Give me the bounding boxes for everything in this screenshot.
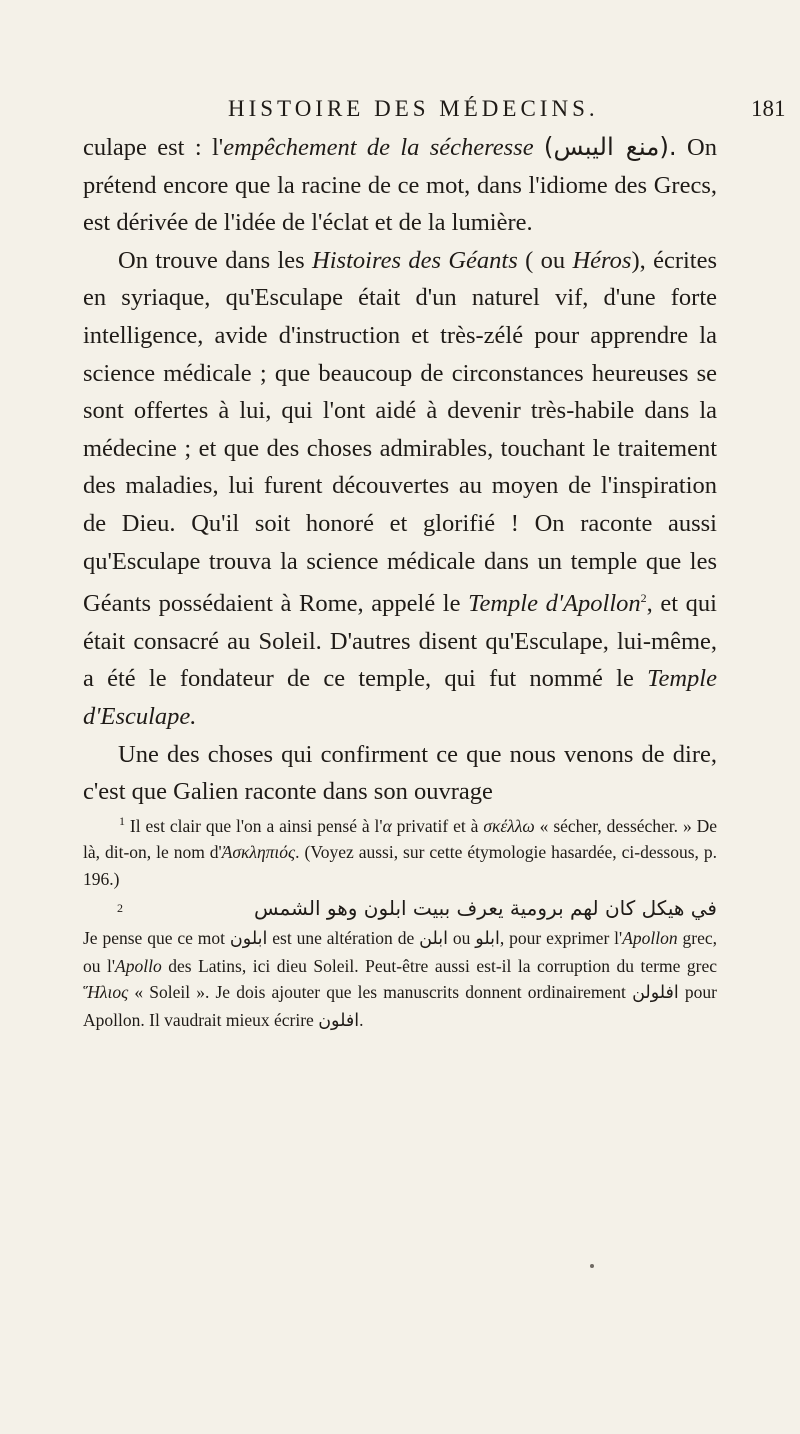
page-number: 181: [751, 96, 786, 121]
paragraph-2: [83, 242, 717, 736]
main-text: [83, 128, 717, 811]
arabic-term: ابلو: [475, 929, 500, 950]
greek-word: Ἀσκληπιός: [221, 842, 296, 863]
italic-run: empêchement de la sécheresse: [223, 134, 534, 161]
text-run: . (Voyez aussi, sur cette étymologie hasardée, ci-dessous, p. 196.): [83, 842, 717, 889]
italic-run: Temple d'Esculape.: [83, 665, 717, 731]
text-run: est une altération de: [267, 928, 420, 949]
footnote-1: [83, 808, 717, 892]
greek-word: Ἥλιος: [83, 982, 129, 1003]
footnote-number: 1: [119, 814, 125, 828]
ink-speck: [590, 1264, 594, 1268]
text-run: culape est : l': [83, 134, 224, 161]
arabic-term: (منع اليبس).: [543, 132, 677, 161]
text-run: « sécher, dessécher. » De là, dit-on, le nom d': [83, 815, 718, 863]
italic-run: Histoires des Géants: [312, 246, 518, 274]
arabic-term: ابلون: [229, 929, 268, 950]
text-run: , pour exprimer l': [499, 928, 623, 949]
italic-run: Apollon: [622, 928, 678, 949]
text-run: Il est clair que l'on a ainsi pensé à l': [129, 815, 383, 836]
italic-run: Héros: [572, 246, 632, 274]
italic-run: Temple d'Apollon: [468, 590, 641, 618]
text-run: privatif et à: [391, 815, 484, 836]
text-run: pour Apollon. Il vaudrait mieux écrire: [83, 982, 718, 1030]
text-run: On prétend encore que la racine de ce mot, dans l'idiome des Grecs, est dérivée de l'idée de l'éclat et de la lumière.: [83, 134, 717, 237]
text-run: On trouve dans les: [118, 246, 313, 274]
text-run: , et qui était consacré au Soleil. D'autres disent qu'Esculape, lui-même, a été le fondateur de ce temple, qui fut nommé le: [83, 590, 717, 693]
footnote-2-arabic: [83, 892, 717, 925]
text-run: ), écrites en syriaque, qu'Esculape était d'un naturel vif, d'une forte intelligence, avide d'instruction et très-zélé pour apprendre la science médicale ; que beaucoup de circonstances heureuses se sont offertes à lui, qui l'ont aidé à devenir très-habile dans la médecine ; et que des choses admirables, touchant le traitement des maladies, lui furent découvertes au moyen de l'inspiration de Dieu. Qu'il soit honoré et glorifié ! On raconte aussi qu'Esculape trouva la science médicale dans un temple que les Géants possédaient à Rome, appelé le: [83, 246, 717, 618]
italic-run: Apollo: [115, 955, 162, 976]
footnote-2: [83, 925, 717, 1034]
arabic-term: افلون: [318, 1010, 360, 1031]
paragraph-1: [83, 128, 717, 242]
footnote-number: 2: [117, 901, 123, 916]
arabic-term: ابلن: [419, 929, 448, 950]
greek-word: σκέλλω: [483, 815, 535, 836]
footnotes: [83, 808, 717, 1034]
text-run: ou: [447, 928, 476, 949]
text-run: Une des choses qui confirment ce que nous venons de dire, c'est que Galien raconte dans son ouvrage: [83, 740, 717, 806]
text-run: .: [359, 1009, 364, 1030]
text-run: Je pense que ce mot: [83, 928, 230, 949]
text-run: « Soleil ». Je dois ajouter que les manuscrits donnent ordinairement: [128, 982, 633, 1003]
paragraph-3: [83, 736, 717, 811]
arabic-quote: في هيكل كان لهم برومية يعرف ببيت ابلون وهو الشمس: [254, 896, 717, 921]
text-run: des Latins, ici dieu Soleil. Peut-être aussi est-il la corruption du terme grec: [161, 955, 717, 976]
running-title: HISTOIRE DES MÉDECINS.: [228, 96, 599, 121]
greek-letter: α: [382, 815, 392, 836]
footnote-marker: 2: [640, 591, 647, 606]
text-run: ( ou: [517, 246, 573, 274]
text-run: grec, ou l': [83, 928, 717, 976]
arabic-term: افلولن: [632, 983, 679, 1004]
